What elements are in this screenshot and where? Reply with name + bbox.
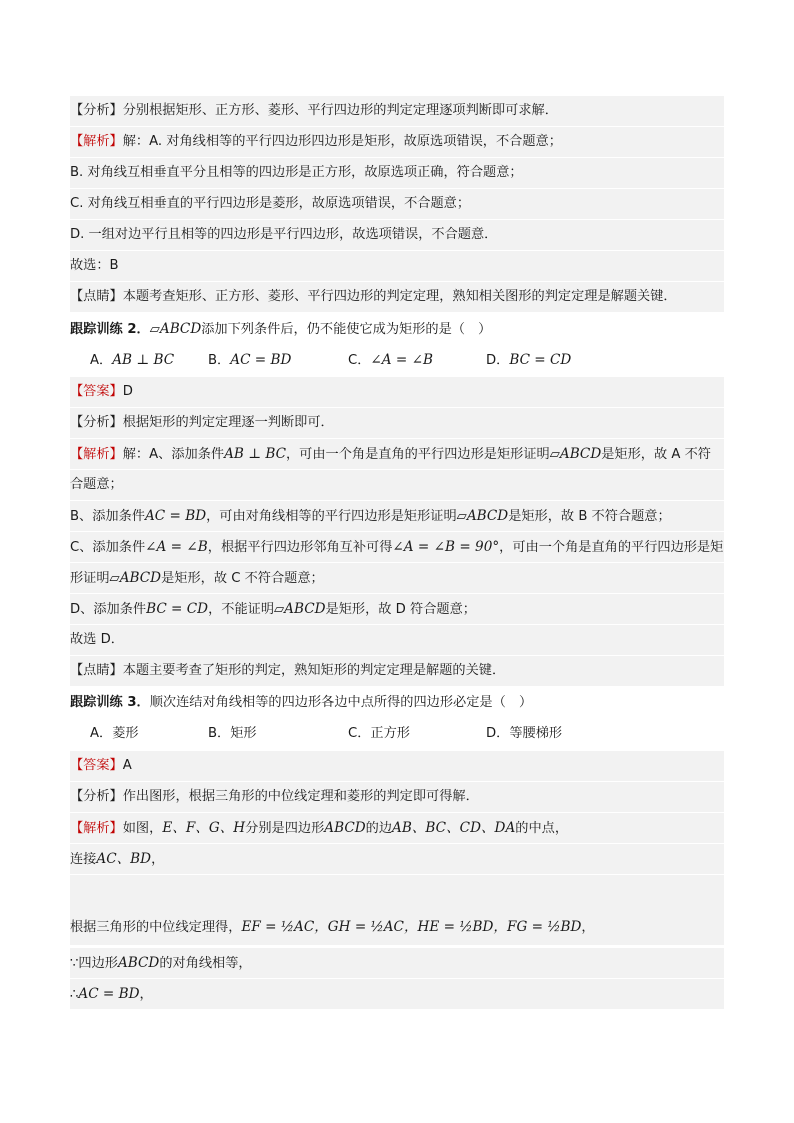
comment-line: 【点睛】本题考查矩形、正方形、菱形、平行四边形的判定定理，熟知相关图形的判定定理是解题关键． xyxy=(70,282,724,312)
question-3-heading: 跟踪训练 3． xyxy=(70,695,150,710)
question-3-stem xyxy=(70,688,724,718)
math-abcd: ABCD xyxy=(159,321,202,337)
solution-line-b: B. 对角线互相垂直平分且相等的四边形是正方形，故原选项正确，符合题意； xyxy=(70,158,724,188)
answer-line xyxy=(70,377,724,407)
option-b: B．AC = BD xyxy=(208,352,292,368)
solution-text: 解：A. 对角线相等的平行四边形四边形是矩形，故原选项错误，不合题意； xyxy=(122,134,562,149)
option-d: D．BC = CD xyxy=(486,352,572,368)
question-2-text: 添加下列条件后，仍不能使它成为矩形的是（ ） xyxy=(201,322,492,337)
figure-placeholder xyxy=(70,875,724,909)
solution-line-q2-a: 【解析】解：A、添加条件AB ⊥ BC，可由一个角是直角的平行四边形是矩形证明▱ABCD是矩形，故 A 不符 xyxy=(70,439,724,469)
question-2-options xyxy=(70,345,724,375)
therefore-line: ∴AC = BD， xyxy=(70,979,724,1009)
option-c: C．∠A = ∠B xyxy=(348,352,434,368)
solution-line-q2-c: C、添加条件∠A = ∠B，根据平行四边形邻角互补可得∠A = ∠B = 90°，可由一个角是直角的平行四边形是矩 xyxy=(70,532,724,562)
parallelogram-symbol: ▱ xyxy=(149,322,160,337)
solution-line xyxy=(70,127,724,157)
solution-line-q2-c-cont: 形证明▱ABCD是矩形，故 C 不符合题意； xyxy=(70,563,724,593)
answer-tag: 【答案】 xyxy=(70,384,123,399)
question-3-text: 顺次连结对角线相等的四边形各边中点所得的四边形必定是（ ） xyxy=(149,695,533,710)
option-c: C．正方形 xyxy=(348,726,410,741)
answer-value: D xyxy=(122,384,133,399)
solution-tag: 【解析】 xyxy=(70,447,123,462)
choose-line-q2: 故选 D． xyxy=(70,625,724,655)
theorem-line: 根据三角形的中位线定理得，EF = ½AC，GH = ½AC，HE = ½BD，FG = ½BD， xyxy=(70,909,724,945)
option-b: B．矩形 xyxy=(208,726,257,741)
answer-value: A xyxy=(122,758,132,773)
solution-tag: 【解析】 xyxy=(70,821,123,836)
question-2-heading: 跟踪训练 2． xyxy=(70,322,150,337)
solution-line-q2-a-cont: 合题意； xyxy=(70,470,724,500)
since-line: ∵四边形ABCD的对角线相等， xyxy=(70,948,724,978)
answer-tag: 【答案】 xyxy=(70,758,123,773)
solution-line-q2-b: B、添加条件AC = BD，可由对角线相等的平行四边形是矩形证明▱ABCD是矩形，故 B 不符合题意； xyxy=(70,501,724,531)
analysis-line-q3: 【分析】作出图形，根据三角形的中位线定理和菱形的判定即可得解． xyxy=(70,782,724,812)
solution-line-d: D. 一组对边平行且相等的四边形是平行四边形，故选项错误，不合题意． xyxy=(70,220,724,250)
solution-line-q2-d: D、添加条件BC = CD，不能证明▱ABCD是矩形，故 D 符合题意； xyxy=(70,594,724,624)
solution-tag: 【解析】 xyxy=(70,134,123,149)
analysis-line-q2: 【分析】根据矩形的判定定理逐一判断即可． xyxy=(70,408,724,438)
option-a: A．AB ⊥ BC xyxy=(90,352,175,368)
analysis-line: 【分析】分别根据矩形、正方形、菱形、平行四边形的判定定理逐项判断即可求解． xyxy=(70,96,724,126)
comment-line-q2: 【点睛】本题主要考查了矩形的判定，熟知矩形的判定定理是解题的关键． xyxy=(70,656,724,686)
answer-line-q3 xyxy=(70,751,724,781)
solution-line-q3-a: 【解析】如图，E、F、G、H分别是四边形ABCD的边AB、BC、CD、DA的中点， xyxy=(70,813,724,843)
solution-line-c: C. 对角线互相垂直的平行四边形是菱形，故原选项错误，不合题意； xyxy=(70,189,724,219)
option-d: D．等腰梯形 xyxy=(486,726,563,741)
question-2-stem xyxy=(70,314,724,344)
question-3-options xyxy=(70,719,724,749)
option-a: A．菱形 xyxy=(90,726,139,741)
choose-line: 故选：B xyxy=(70,251,724,281)
solution-line-q3-b: 连接AC、BD， xyxy=(70,844,724,874)
